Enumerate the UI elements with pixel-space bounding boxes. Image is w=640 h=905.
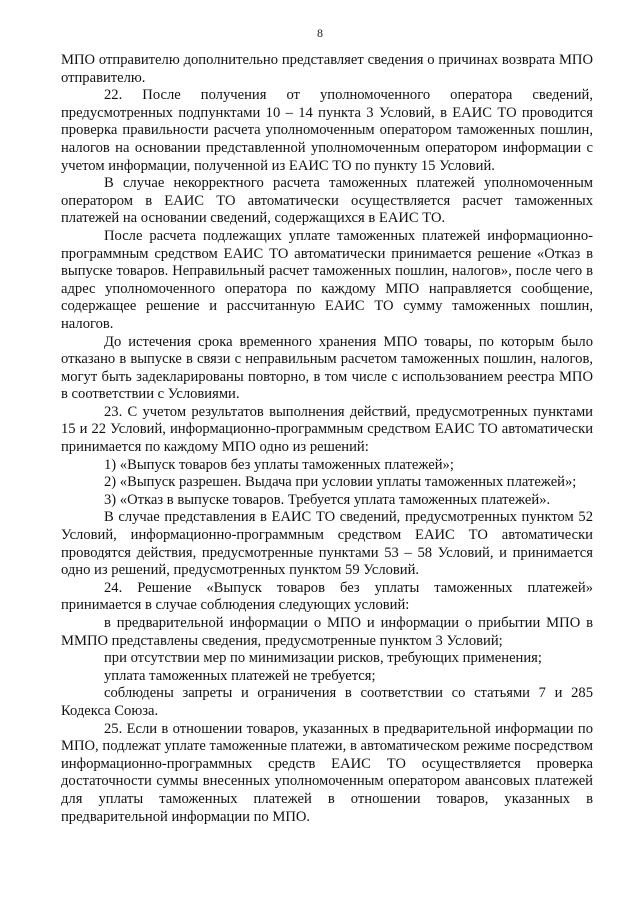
paragraph-item-24: 24. Решение «Выпуск товаров без уплаты таможенных платежей» принимается в случае соблюдения следующих условий: <box>61 579 593 614</box>
paragraph-item-23: 23. С учетом результатов выполнения действий, предусмотренных пунктами 15 и 22 Условий, информационно-программным средством ЕАИС ТО автоматически принимается по каждому МПО одно из решений: <box>61 403 593 456</box>
condition-item: уплата таможенных платежей не требуется; <box>104 667 376 684</box>
paragraph-item-25: 25. Если в отношении товаров, указанных в предварительной информации по МПО, подлежат уплате таможенные платежи, в автоматическом режиме посредством информационно-программных средств ЕАИС ТО осуществляется проверка достаточности суммы внесенных уполномоченным оператором авансовых платежей для уплаты таможенных платежей в отношении товаров, указанных в предварительной информации по МПО. <box>61 720 593 825</box>
document-body <box>61 52 593 826</box>
paragraph: В случае представления в ЕАИС ТО сведений, предусмотренных пунктом 52 Условий, информационно-программным средством ЕАИС ТО автоматически проводятся действия, предусмотренные пунктами 53 – 58 Условий, и принимается одно из решений, предусмотренных пунктом 59 Условий. <box>61 509 593 579</box>
paragraph: После расчета подлежащих уплате таможенных платежей информационно-программным средством ЕАИС ТО автоматически принимается решение «Отказ в выпуске товаров. Неправильный расчет таможенных пошлин, налогов», после чего в адрес уполномоченного оператора по каждому МПО направляется сообщение, содержащее решение и рассчитанную ЕАИС ТО сумму таможенных пошлин, налогов. <box>61 227 593 332</box>
list-item: 3) «Отказ в выпуске товаров. Требуется уплата таможенных платежей». <box>104 491 551 508</box>
condition-item: соблюдены запреты и ограничения в соответствии со статьями 7 и 285 Кодекса Союза. <box>61 685 593 719</box>
list-item: 2) «Выпуск разрешен. Выдача при условии уплаты таможенных платежей»; <box>104 474 577 491</box>
paragraph: До истечения срока временного хранения МПО товары, по которым было отказано в выпуске в связи с неправильным расчетом таможенных пошлин, налогов, могут быть задекларированы повторно, в том числе с использованием реестра МПО в соответствии с Условиями. <box>61 333 593 403</box>
page-number: 8 <box>317 26 323 40</box>
condition-item: в предварительной информации о МПО и информации о прибытии МПО в ММПО представлены сведения, предусмотренные пунктом 3 Условий; <box>61 615 593 649</box>
list-item: 1) «Выпуск товаров без уплаты таможенных платежей»; <box>104 456 454 473</box>
paragraph: В случае некорректного расчета таможенных платежей уполномоченным оператором в ЕАИС ТО автоматически осуществляется расчет таможенных платежей на основании сведений, содержащихся в ЕАИС ТО. <box>61 175 593 227</box>
paragraph-item-22: 22. После получения от уполномоченного оператора сведений, предусмотренных подпунктами 10 – 14 пункта 3 Условий, в ЕАИС ТО проводится проверка правильности расчета уполномоченным оператором таможенных пошлин, налогов на основании представленной уполномоченным оператором информации с учетом информации, полученной из ЕАИС ТО по пункту 15 Условий. <box>61 87 593 174</box>
condition-item: при отсутствии мер по минимизации рисков, требующих применения; <box>104 650 542 667</box>
paragraph: МПО отправителю дополнительно представляет сведения о причинах возврата МПО отправителю. <box>61 52 593 86</box>
